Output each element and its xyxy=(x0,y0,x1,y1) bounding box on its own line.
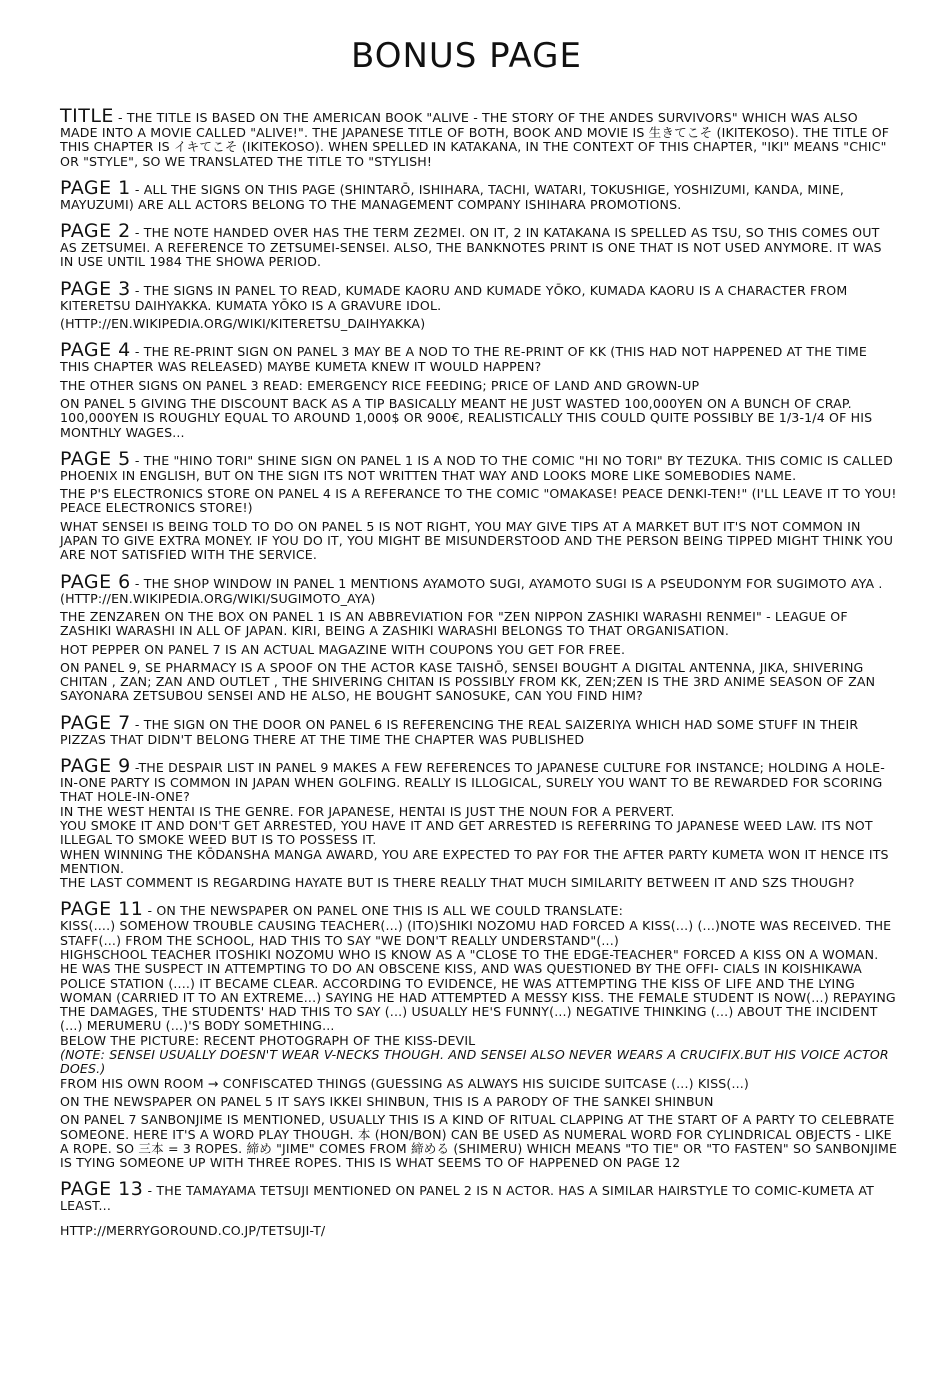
paragraph: THE P'S ELECTRONICS STORE ON PANEL 4 IS A REFERANCE TO THE COMIC "OMAKASE! PEACE DENKI-TEN!" (I'LL LEAVE IT TO YOU! PEACE ELECTRONICS STORE!) xyxy=(60,486,897,516)
section-text: - ALL THE SIGNS ON THIS PAGE (SHINTARŌ, ISHIHARA, TACHI, WATARI, TOKUSHIGE, YOSHIZUMI, KANDA, MINE, MAYUZUMI) ARE ALL ACTORS BELONG TO THE MANAGEMENT COMPANY ISHIHARA PROMOTIONS. xyxy=(60,181,845,212)
page-title: BONUS PAGE xyxy=(350,36,583,76)
section-text: - THE RE-PRINT SIGN ON PANEL 3 MAY BE A NOD TO THE RE-PRINT OF KK (THIS HAD NOT HAPPENED AT THE TIME THIS CHAPTER WAS RELEASED) MAYBE KUMETA KNEW IT WOULD HAPPEN? xyxy=(60,344,867,375)
section-heading: PAGE 5 xyxy=(60,447,131,470)
section-heading: PAGE 3 xyxy=(60,277,131,300)
section-page-11 xyxy=(60,900,898,1170)
section-title xyxy=(60,107,898,169)
section-text: - THE NOTE HANDED OVER HAS THE TERM ZE2MEI. ON IT, 2 IN KATAKANA IS SPELLED AS TSU, SO THIS COMES OUT AS ZETSUMEI. A REFERENCE TO ZETSUMEI-SENSEI. ALSO, THE BANKNOTES PRINT IS ONE THAT IS NOT USED ANYMORE. IT WAS IN USE UNTIL 1984 THE SHOWA PERIOD. xyxy=(60,225,882,270)
section-page-4 xyxy=(60,341,898,439)
section-text: - ON THE NEWSPAPER ON PANEL ONE THIS IS ALL WE COULD TRANSLATE: xyxy=(143,903,624,919)
section-page-7 xyxy=(60,711,898,747)
section-text: - THE SIGN ON THE DOOR ON PANEL 6 IS REFERENCING THE REAL SAIZERIYA WHICH HAD SOME STUFF IN THEIR PIZZAS THAT DIDN'T BELONG THERE AT THE TIME THE CHAPTER WAS PUBLISHED xyxy=(60,716,859,747)
note-paragraph: (NOTE: SENSEI USUALLY DOESN'T WEAR V-NECKS THOUGH. AND SENSEI ALSO NEVER WEARS A CRUCIFIX.BUT HIS VOICE ACTOR DOES.) xyxy=(60,1047,889,1077)
paragraph: THE ZENZAREN ON THE BOX ON PANEL 1 IS AN ABBREVIATION FOR "ZEN NIPPON ZASHIKI WARASHI RENMEI" - LEAGUE OF ZASHIKI WARASHI IN ALL OF JAPAN. KIRI, BEING A ZASHIKI WARASHI BELONGS TO THAT ORGANISATION. xyxy=(60,608,848,639)
paragraph: WHAT SENSEI IS BEING TOLD TO DO ON PANEL 5 IS NOT RIGHT, YOU MAY GIVE TIPS AT A MARKET BUT IT'S NOT COMMON IN JAPAN TO GIVE EXTRA MONEY. IF YOU DO IT, YOU MIGHT BE MISUNDERSTOOD AND THE PERSON BEING TIPPED MIGHT THINK YOU ARE NOT SATISFIED WITH THE SERVICE. xyxy=(60,518,894,563)
paragraph: HIGHSCHOOL TEACHER ITOSHIKI NOZOMU WHO IS KNOW AS A "CLOSE TO THE EDGE-TEACHER" FORCED A KISS ON A WOMAN. HE WAS THE SUSPECT IN ATTEMPTING TO DO AN OBSCENE KISS, AND WAS QUESTIONED BY THE OFFI- CIALS IN KOISHIKAWA POLICE STATION (....) IT BECAME CLEAR. ACCORDING TO EVIDENCE, HE WAS ATTEMPTING THE KISS OF LIFE AND THE LYING WOMAN (CARRIED IT TO AN EXTREME...) SAYING HE HAD ATTEMPTED A MESSY KISS. THE FEMALE STUDENT IS NOW(...) REPAYING THE DAMAGES, THE STUDENTS' HAD THIS TO SAY (...) USUALLY HE'S FUNNY(...) NEGATIVE THINKING (...) ABOUT THE INCIDENT (...) MERUMERU (...)'S BODY SOMETHING... xyxy=(60,946,896,1034)
section-page-2 xyxy=(60,222,898,270)
paragraph: BELOW THE PICTURE: RECENT PHOTOGRAPH OF THE KISS-DEVIL xyxy=(60,1032,476,1048)
section-page-5 xyxy=(60,447,898,563)
paragraph: FROM HIS OWN ROOM → CONFISCATED THINGS (GUESSING AS ALWAYS HIS SUICIDE SUITCASE (...) KISS(...) xyxy=(60,1075,749,1091)
section-heading: PAGE 11 xyxy=(60,898,144,921)
paragraph: KISS(....) SOMEHOW TROUBLE CAUSING TEACHER(...) (ITO)SHIKI NOZOMU HAD FORCED A KISS(...) (...)NOTE WAS RECEIVED. THE STAFF(...) FROM THE SCHOOL, HAD THIS TO SAY "WE DON'T REALLY UNDERSTAND"(...) xyxy=(60,918,892,948)
paragraph: IN THE WEST HENTAI IS THE GENRE. FOR JAPANESE, HENTAI IS JUST THE NOUN FOR A PERVERT. xyxy=(60,803,675,819)
section-heading: PAGE 2 xyxy=(60,220,131,243)
section-page-1 xyxy=(60,176,898,212)
section-heading: PAGE 7 xyxy=(60,711,131,734)
section-text: -THE DESPAIR LIST IN PANEL 9 MAKES A FEW REFERENCES TO JAPANESE CULTURE FOR INSTANCE; HOLDING A HOLE-IN-ONE PARTY IS COMMON IN JAPAN WHEN GOLFING. REALLY IS ILLOGICAL, SURELY YOU WANT TO BE REWARDED FOR SCORING THAT HOLE-IN-ONE? xyxy=(60,760,885,805)
section-text: - THE TAMAYAMA TETSUJI MENTIONED ON PANEL 2 IS N ACTOR. HAS A SIMILAR HAIRSTYLE TO COMIC-KUMETA AT LEAST... xyxy=(60,1183,874,1214)
section-page-3 xyxy=(60,277,898,332)
section-text: - THE SHOP WINDOW IN PANEL 1 MENTIONS AYAMOTO SUGI, AYAMOTO SUGI IS A PSEUDONYM FOR SUGIMOTO AYA . (HTTP://EN.WIKIPEDIA.ORG/WIKI/SUGIMOTO_AYA) xyxy=(60,575,883,606)
section-heading: TITLE xyxy=(60,105,114,127)
section-text: - THE TITLE IS BASED ON THE AMERICAN BOOK "ALIVE - THE STORY OF THE ANDES SURVIVORS" WHICH WAS ALSO MADE INTO A MOVIE CALLED "ALIVE!". THE JAPANESE TITLE OF BOTH, BOOK AND MOVIE IS 生きてこそ (IKITEKOSO). THE TITLE OF THIS CHAPTER IS イキてこそ (IKITEKOSO). WHEN SPELLED IN KATAKANA, IN THE CONTEXT OF THIS CHAPTER, "IKI" MEANS "CHIC" OR "STYLE", SO WE TRANSLATED THE TITLE TO "STYLISH! xyxy=(60,110,890,169)
section-heading: PAGE 6 xyxy=(60,570,131,593)
section-heading: PAGE 4 xyxy=(60,339,131,362)
section-text: - THE "HINO TORI" SHINE SIGN ON PANEL 1 IS A NOD TO THE COMIC "HI NO TORI" BY TEZUKA. THIS COMIC IS CALLED PHOENIX IN ENGLISH, BUT ON THE SIGN ITS NOT WRITTEN THAT WAY AND LOOKS MORE LIKE SOMEBODIES NAME. xyxy=(60,452,893,483)
link-text: HTTP://MERRYGOROUND.CO.JP/TETSUJI-T/ xyxy=(60,1222,326,1238)
paragraph: ON PANEL 9, SE PHARMACY IS A SPOOF ON THE ACTOR KASE TAISHŌ, SENSEI BOUGHT A DIGITAL ANTENNA, JIKA, SHIVERING CHITAN , ZAN; ZAN AND OUTLET , THE SHIVERING CHITAN IS POSSIBLY FROM KK, ZEN;ZEN IS THE 3RD ANIME SEASON OF ZAN SAYONARA ZETSUBOU SENSEI AND HE ALSO, HE BOUGHT SANOSUKE, CAN YOU FIND HIM? xyxy=(60,659,876,704)
paragraph: THE OTHER SIGNS ON PANEL 3 READ: EMERGENCY RICE FEEDING; PRICE OF LAND AND GROWN-UP xyxy=(60,377,700,393)
paragraph: THE LAST COMMENT IS REGARDING HAYATE BUT IS THERE REALLY THAT MUCH SIMILARITY BETWEEN IT AND SZS THOUGH? xyxy=(60,875,855,891)
notes-body xyxy=(60,107,898,1248)
section-heading: PAGE 1 xyxy=(60,176,131,199)
paragraph: ON PANEL 5 GIVING THE DISCOUNT BACK AS A TIP BASICALLY MEANT HE JUST WASTED 100,000YEN ON A BUNCH OF CRAP. 100,000YEN IS ROUGHLY EQUAL TO AROUND 1,000$ OR 900€, REALISTICALLY THIS COULD QUITE POSSIBLY BE 1/3-1/4 OF HIS MONTHLY WAGES... xyxy=(60,395,873,440)
paragraph: HOT PEPPER ON PANEL 7 IS AN ACTUAL MAGAZINE WITH COUPONS YOU GET FOR FREE. xyxy=(60,641,626,657)
paragraph: YOU SMOKE IT AND DON'T GET ARRESTED, YOU HAVE IT AND GET ARRESTED IS REFERRING TO JAPANESE WEED LAW. ITS NOT ILLEGAL TO SMOKE WEED BUT IS TO POSSESS IT. xyxy=(60,817,873,848)
section-page-6 xyxy=(60,570,898,704)
section-page-13 xyxy=(60,1180,898,1238)
paragraph: ON PANEL 7 SANBONJIME IS MENTIONED, USUALLY THIS IS A KIND OF RITUAL CLAPPING AT THE START OF A PARTY TO CELEBRATE SOMEONE. HERE IT'S A WORD PLAY THOUGH. 本 (HON/BON) CAN BE USED AS NUMERAL WORD FOR CYLINDRICAL OBJECTS - LIKE A ROPE. SO 三本 = 3 ROPES. 締め "JIME" COMES FROM 締める (SHIMERU) WHICH MEANS "TO TIE" OR "TO FASTEN" SO SANBONJIME IS TYING SOMEONE UP WITH THREE ROPES. THIS IS WHAT SEEMS TO OF HAPPENED ON PAGE 12 xyxy=(60,1112,898,1171)
paragraph: ON THE NEWSPAPER ON PANEL 5 IT SAYS IKKEI SHINBUN, THIS IS A PARODY OF THE SANKEI SHINBUN xyxy=(60,1093,714,1109)
section-page-9 xyxy=(60,757,898,890)
link-text: (HTTP://EN.WIKIPEDIA.ORG/WIKI/KITERETSU_DAIHYAKKA) xyxy=(60,316,426,332)
section-heading: PAGE 9 xyxy=(60,755,131,778)
section-text: - THE SIGNS IN PANEL TO READ, KUMADE KAORU AND KUMADE YŌKO, KUMADA KAORU IS A CHARACTER FROM KITERETSU DAIHYAKKA. KUMATA YŌKO IS A GRAVURE IDOL. xyxy=(60,282,848,313)
paragraph: WHEN WINNING THE KŌDANSHA MANGA AWARD, YOU ARE EXPECTED TO PAY FOR THE AFTER PARTY KUMETA WON IT HENCE ITS MENTION. xyxy=(60,846,889,876)
section-heading: PAGE 13 xyxy=(60,1178,144,1201)
